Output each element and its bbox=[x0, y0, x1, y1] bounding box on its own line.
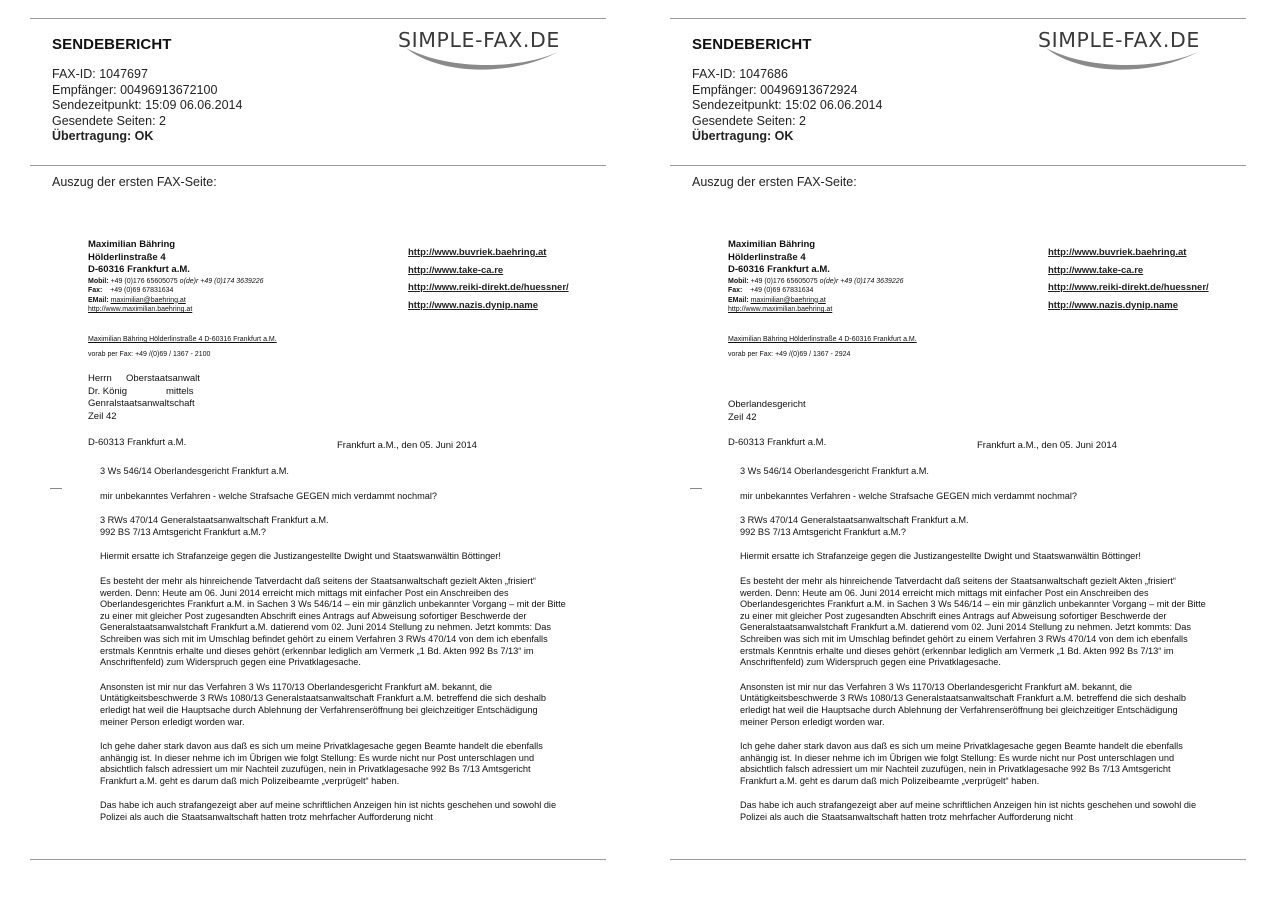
excerpt-label: Auszug der ersten FAX-Seite: bbox=[692, 175, 857, 189]
letter-body bbox=[100, 466, 566, 836]
fold-mark bbox=[50, 488, 62, 489]
return-address-line: Maximilian Bähring Hölderlinstraße 4 D-60316 Frankfurt a.M. bbox=[88, 336, 277, 343]
mobil-value: +49 (0)176 65605075 bbox=[110, 277, 178, 285]
website-link[interactable]: http://www.reiki-direkt.de/huessner/ bbox=[408, 282, 569, 293]
fax-id: FAX-ID: 1047697 bbox=[52, 67, 148, 81]
sender-street: Hölderlinstraße 4 bbox=[88, 251, 166, 263]
letter-links bbox=[408, 244, 569, 314]
pages-sent: Gesendete Seiten: 2 bbox=[52, 113, 166, 128]
sender-city: D-60316 Frankfurt a.M. bbox=[88, 264, 190, 275]
recipient-line: Genralstaatsanwaltschaft bbox=[88, 398, 195, 409]
vorab-fax-line: vorab per Fax: +49 /(0)69 / 1367 - 2100 bbox=[88, 351, 211, 358]
simple-fax-logo bbox=[398, 28, 598, 76]
recipient-city: D-60313 Frankfurt a.M. bbox=[88, 437, 187, 448]
letter-paragraph: mir unbekanntes Verfahren - welche Strafsache GEGEN mich verdammt nochmal? bbox=[100, 490, 438, 501]
sender-fax bbox=[88, 286, 264, 296]
fold-mark bbox=[690, 488, 702, 489]
simple-fax-logo bbox=[1038, 28, 1238, 76]
bottom-divider bbox=[670, 859, 1246, 860]
letter-paragraph: Ich gehe daher stark davon aus daß es sich um meine Privatklagesache gegen Beamte handelt die ebenfalls anhängig ist. In dieser nehme ich im Übrigen wie folgt Stellung: Es wurde nicht nur Post unterschlagen und absichtlich falsch adressiert um mir Nachteil zuzufügen, nein in Privatklagesache 992 Bs 7/13 Amtsgericht Frankfurt a.M. geht es darum daß mich Polizeibeamte „verprügelt“ haben. bbox=[740, 741, 1183, 786]
letter-paragraph: mir unbekanntes Verfahren - welche Strafsache GEGEN mich verdammt nochmal? bbox=[740, 490, 1078, 501]
recipient-number: Empfänger: 00496913672100 bbox=[52, 82, 218, 97]
mobil-label: Mobil: bbox=[728, 277, 749, 285]
mobil-extra: o(de)r +49 (0)174 3639226 bbox=[819, 277, 904, 285]
email-link[interactable]: maximilian@baehring.at bbox=[750, 296, 826, 304]
middle-divider bbox=[30, 165, 606, 166]
top-divider bbox=[670, 18, 1246, 19]
website-link[interactable]: http://www.nazis.dynip.name bbox=[408, 299, 539, 311]
mobil-extra: o(de)r +49 (0)174 3639226 bbox=[179, 277, 264, 285]
letter-paragraph: Ansonsten ist mir nur das Verfahren 3 Ws 1170/13 Oberlandesgericht Frankfurt aM. bekannt, die Untätigkeitsbeschwerde 3 RWs 1080/13 Generalstaatsanwaltschaft Frankfurt a.M. betreffend die sich deshalb erledigt hat weil die Hauptsache durch Ablehnung der Verfahrenseröffnung bei gleichzeitiger Entschädigung meiner Person erledigt worden war. bbox=[100, 681, 547, 727]
website-link[interactable]: http://www.buvriek.baehring.at bbox=[408, 247, 547, 258]
letter-paragraph: 3 RWs 470/14 Generalstaatsanwaltschaft Frankfurt a.M. 992 BS 7/13 Amtsgericht Frankfurt a.M.? bbox=[740, 515, 969, 537]
send-time: Sendezeitpunkt: 15:02 06.06.2014 bbox=[692, 98, 883, 112]
excerpt-label: Auszug der ersten FAX-Seite: bbox=[52, 175, 217, 189]
letter-paragraph: Hiermit ersatte ich Strafanzeige gegen die Justizangestellte Dwight und Staatswanwältin Böttinger! bbox=[100, 551, 501, 562]
sender-name: Maximilian Bähring bbox=[728, 239, 816, 250]
mobil-label: Mobil: bbox=[88, 277, 109, 285]
letter-body bbox=[740, 466, 1206, 836]
report-metadata bbox=[52, 67, 242, 145]
website-link[interactable]: http://www.take-ca.re bbox=[408, 264, 504, 276]
sender-mobile bbox=[728, 277, 904, 287]
recipient-line-text: mittels bbox=[166, 385, 194, 397]
letter-paragraph: Es besteht der mehr als hinreichende Tatverdacht daß seitens der Staatsanwaltschaft gezielt Akten „frisiert“ werden. Denn: Heute am 06. Juni 2014 erreicht mich mittags mit einfacher Post ein Anschreiben des Oberlandesgerichtes Frankfurt a.M. in Sachen 3 Ws 546/14 – ein mir gänzlich unbekannter Vorgang – mit der Bitte zu einer mit gleicher Post zugesandten Abschrift eines Antrags auf Abweisung sofortiger Beschwerde der Generalstaatsanwalstchaft Frankfurt a.M. datierend vom 02. Juni 2014 Stellung zu nehmen. Jetzt kommts: Das Schreiben was sich mit im Umschlag befindet gehört zu einem Verfahren 3 RWs 470/14 von dem ich ebenfalls erstmals Kenntnis erhalte und dieses gehört (erkennbar lediglich am Vermerk „1 Bd. Akten 992 Bs 7/13“ im Anschriftenfeld) zum Widerspruch gegen eine Privatklagesache. bbox=[100, 575, 566, 668]
fax-value: +49 (0)69 67831634 bbox=[110, 287, 174, 294]
website-link[interactable]: http://www.nazis.dynip.name bbox=[1048, 299, 1179, 311]
middle-divider bbox=[670, 165, 1246, 166]
top-divider bbox=[30, 18, 606, 19]
website-link[interactable]: http://www.buvriek.baehring.at bbox=[1048, 247, 1187, 258]
letter-date: Frankfurt a.M., den 05. Juni 2014 bbox=[977, 440, 1117, 451]
website-link[interactable]: http://www.reiki-direkt.de/huessner/ bbox=[1048, 282, 1209, 293]
recipient-line: Zeil 42 bbox=[728, 411, 757, 423]
letter-links bbox=[1048, 244, 1209, 314]
sender-website-link[interactable]: http://www.maximilian.baehring.at bbox=[88, 306, 193, 313]
vorab-fax-line: vorab per Fax: +49 /(0)69 / 1367 - 2924 bbox=[728, 351, 851, 358]
letter-sender-block bbox=[728, 239, 904, 315]
letter-paragraph: 3 Ws 546/14 Oberlandesgericht Frankfurt a.M. bbox=[100, 466, 289, 476]
recipient-line-text: Herrn bbox=[88, 373, 112, 384]
recipient-city: D-60313 Frankfurt a.M. bbox=[728, 437, 827, 448]
letter-paragraph: Ich gehe daher stark davon aus daß es sich um meine Privatklagesache gegen Beamte handelt die ebenfalls anhängig ist. In dieser nehme ich im Übrigen wie folgt Stellung: Es wurde nicht nur Post unterschlagen und absichtlich falsch adressiert um mir Nachteil zuzufügen, nein in Privatklagesache 992 Bs 7/13 Amtsgericht Frankfurt a.M. geht es darum daß mich Polizeibeamte „verprügelt“ haben. bbox=[100, 741, 543, 786]
report-title: SENDEBERICHT bbox=[52, 36, 172, 53]
fax-label: Fax: bbox=[728, 287, 743, 294]
recipient-line: Oberlandesgericht bbox=[728, 399, 806, 410]
logo-text: SIMPLE-FAX.DE bbox=[398, 28, 560, 52]
sender-email bbox=[728, 296, 904, 306]
sender-mobile bbox=[88, 277, 264, 287]
fax-id: FAX-ID: 1047686 bbox=[692, 67, 788, 81]
letter-paragraph: Das habe ich auch strafangezeigt aber auf meine schriftlichen Anzeigen hin ist nichts geschehen und sowohl die Polizei als auch die Staatsanwaltschaft hatten trotz mehrfacher Aufforderung nicht bbox=[100, 800, 557, 823]
recipient-number: Empfänger: 00496913672924 bbox=[692, 82, 858, 97]
letter-sender-block bbox=[88, 239, 264, 315]
sender-email bbox=[88, 296, 264, 306]
mobil-value: +49 (0)176 65605075 bbox=[750, 277, 818, 285]
send-time: Sendezeitpunkt: 15:09 06.06.2014 bbox=[52, 98, 243, 112]
return-address-line: Maximilian Bähring Hölderlinstraße 4 D-60316 Frankfurt a.M. bbox=[728, 336, 917, 343]
letter-paragraph: Das habe ich auch strafangezeigt aber auf meine schriftlichen Anzeigen hin ist nichts geschehen und sowohl die Polizei als auch die Staatsanwaltschaft hatten trotz mehrfacher Aufforderung nicht bbox=[740, 800, 1197, 823]
recipient-line-text: Oberstaatsanwalt bbox=[126, 373, 200, 384]
recipient-line bbox=[88, 386, 200, 399]
fax-report-page-right bbox=[640, 0, 1280, 906]
website-link[interactable]: http://www.take-ca.re bbox=[1048, 264, 1144, 276]
fax-value: +49 (0)69 67831634 bbox=[750, 287, 814, 294]
letter-paragraph: Es besteht der mehr als hinreichende Tatverdacht daß seitens der Staatsanwaltschaft gezielt Akten „frisiert“ werden. Denn: Heute am 06. Juni 2014 erreicht mich mittags mit einfacher Post ein Anschreiben des Oberlandesgerichtes Frankfurt a.M. in Sachen 3 Ws 546/14 – ein mir gänzlich unbekannter Vorgang – mit der Bitte zu einer mit gleicher Post zugesandten Abschrift eines Antrags auf Abweisung sofortiger Beschwerde der Generalstaatsanwalstchaft Frankfurt a.M. datierend vom 02. Juni 2014 Stellung zu nehmen. Jetzt kommts: Das Schreiben was sich mit im Umschlag befindet gehört zu einem Verfahren 3 RWs 470/14 von dem ich ebenfalls erstmals Kenntnis erhalte und dieses gehört (erkennbar lediglich am Vermerk „1 Bd. Akten 992 Bs 7/13“ im Anschriftenfeld) zum Widerspruch gegen eine Privatklagesache. bbox=[740, 575, 1206, 668]
bottom-divider bbox=[30, 859, 606, 860]
report-title: SENDEBERICHT bbox=[692, 36, 812, 53]
letter-paragraph: 3 Ws 546/14 Oberlandesgericht Frankfurt a.M. bbox=[740, 466, 929, 476]
transmission-status: Übertragung: OK bbox=[52, 129, 154, 143]
letter-paragraph: 3 RWs 470/14 Generalstaatsanwaltschaft Frankfurt a.M. 992 BS 7/13 Amtsgericht Frankfurt a.M.? bbox=[100, 515, 329, 537]
pages-sent: Gesendete Seiten: 2 bbox=[692, 113, 806, 128]
letter-recipient-block bbox=[728, 399, 806, 424]
recipient-line-text: Dr. König bbox=[88, 385, 128, 397]
letter-paragraph: Ansonsten ist mir nur das Verfahren 3 Ws 1170/13 Oberlandesgericht Frankfurt aM. bekannt, die Untätigkeitsbeschwerde 3 RWs 1080/13 Generalstaatsanwaltschaft Frankfurt a.M. betreffend die sich deshalb erledigt hat weil die Hauptsache durch Ablehnung der Verfahrenseröffnung bei gleichzeitiger Entschädigung meiner Person erledigt worden war. bbox=[740, 681, 1187, 727]
sender-fax bbox=[728, 286, 904, 296]
email-link[interactable]: maximilian@baehring.at bbox=[110, 296, 186, 304]
letter-paragraph: Hiermit ersatte ich Strafanzeige gegen die Justizangestellte Dwight und Staatswanwältin Böttinger! bbox=[740, 551, 1141, 562]
sender-city: D-60316 Frankfurt a.M. bbox=[728, 264, 830, 275]
sender-street: Hölderlinstraße 4 bbox=[728, 251, 806, 263]
fax-label: Fax: bbox=[88, 287, 103, 294]
report-metadata bbox=[692, 67, 882, 145]
sender-name: Maximilian Bähring bbox=[88, 239, 176, 250]
sender-website-link[interactable]: http://www.maximilian.baehring.at bbox=[728, 306, 833, 313]
recipient-line bbox=[88, 373, 200, 386]
email-label: EMail: bbox=[728, 296, 749, 304]
transmission-status: Übertragung: OK bbox=[692, 129, 794, 143]
letter-date: Frankfurt a.M., den 05. Juni 2014 bbox=[337, 440, 477, 451]
letter-recipient-block bbox=[88, 373, 200, 423]
logo-text: SIMPLE-FAX.DE bbox=[1038, 28, 1200, 52]
email-label: EMail: bbox=[88, 296, 109, 304]
recipient-line: Zeil 42 bbox=[88, 410, 117, 422]
